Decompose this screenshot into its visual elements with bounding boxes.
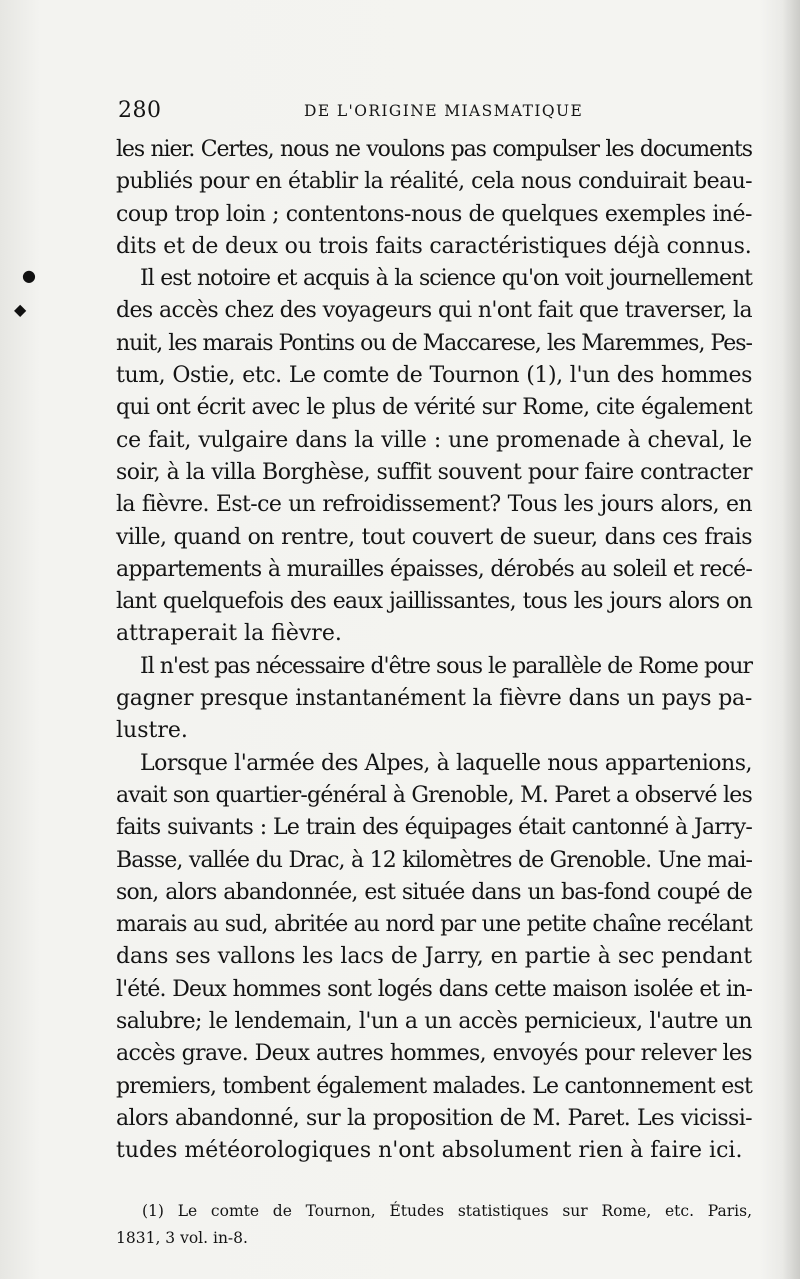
paragraph [116,134,752,263]
margin-ink-mark: ● [22,266,36,285]
text-line: Il n'est pas nécessaire d'être sous le parallèle de Rome pour [140,653,752,679]
text-line: ville, quand on rentre, tout couvert de sueur, dans ces frais [116,524,752,550]
text-line: Lorsque l'armée des Alpes, à laquelle nous appartenions, [140,750,752,776]
text-line: tum, Ostie, etc. Le comte de Tournon (1), l'un des hommes [116,363,752,389]
text-line: des accès chez des voyageurs qui n'ont fait que traverser, la [116,298,752,324]
paragraph [116,651,752,748]
text-line: dans ses vallons les lacs de Jarry, en partie à sec pendant [116,944,752,970]
text-line: Il est notoire et acquis à la science qu'on voit journellement [140,266,752,292]
paragraph [116,263,752,651]
page-gutter-shadow [782,0,800,1279]
margin-ink-mark: ◆ [14,300,27,319]
text-line: accès grave. Deux autres hommes, envoyés pour relever les [116,1041,752,1067]
footnote [116,1198,752,1252]
text-line: nuit, les marais Pontins ou de Maccarese, les Maremmes, Pes- [116,330,752,356]
text-line: attraperait la fièvre. [116,621,342,647]
text-line: marais au sud, abritée au nord par une petite chaîne recélant [116,912,752,938]
text-line: alors abandonné, sur la proposition de M. Paret. Les vicissi- [116,1105,752,1131]
text-line: qui ont écrit avec le plus de vérité sur Rome, cite également [116,395,752,421]
text-line: publiés pour en établir la réalité, cela nous conduirait beau- [116,169,752,195]
text-line: tudes météorologiques n'ont absolument rien à faire ici. [116,1138,743,1164]
text-line: salubre; le lendemain, l'un a un accès pernicieux, l'autre un [116,1009,752,1035]
footnote-line: (1) Le comte de Tournon, Études statistiques sur Rome, etc. Paris, [142,1202,752,1220]
text-line: les nier. Certes, nous ne voulons pas compulser les documents [116,137,752,162]
running-header [118,98,750,128]
footnote-line: 1831, 3 vol. in-8. [116,1229,248,1247]
text-line: avait son quartier-général à Grenoble, M. Paret a observé les [116,782,752,808]
text-line: coup trop loin ; contentons-nous de quelques exemples iné- [116,201,752,227]
text-line: lustre. [116,718,188,744]
text-line: appartements à murailles épaisses, dérobés au soleil et recé- [116,556,752,582]
running-title: DE L'ORIGINE MIASMATIQUE [304,102,584,120]
text-line: son, alors abandonnée, est située dans un bas-fond coupé de [116,879,752,905]
text-line: Basse, vallée du Drac, à 12 kilomètres de Grenoble. Une mai- [116,847,752,873]
text-line: gagner presque instantanément la fièvre dans un pays pa- [116,686,752,712]
text-line: faits suivants : Le train des équipages était cantonné à Jarry- [116,815,752,841]
text-line: premiers, tombent également malades. Le cantonnement est [116,1073,752,1099]
text-line: lant quelquefois des eaux jaillissantes, tous les jours alors on [116,589,752,615]
text-line: soir, à la villa Borghèse, suffit souvent pour faire contracter [116,459,753,485]
text-line: dits et de deux ou trois faits caractéristiques déjà connus. [116,233,752,259]
paragraph [116,748,752,1168]
page-number: 280 [118,98,162,123]
text-line: l'été. Deux hommes sont logés dans cette maison isolée et in- [116,976,752,1002]
body-text [116,134,752,1168]
text-line: ce fait, vulgaire dans la ville : une promenade à cheval, le [116,427,752,453]
text-line: la fièvre. Est-ce un refroidissement? Tous les jours alors, en [116,492,752,518]
